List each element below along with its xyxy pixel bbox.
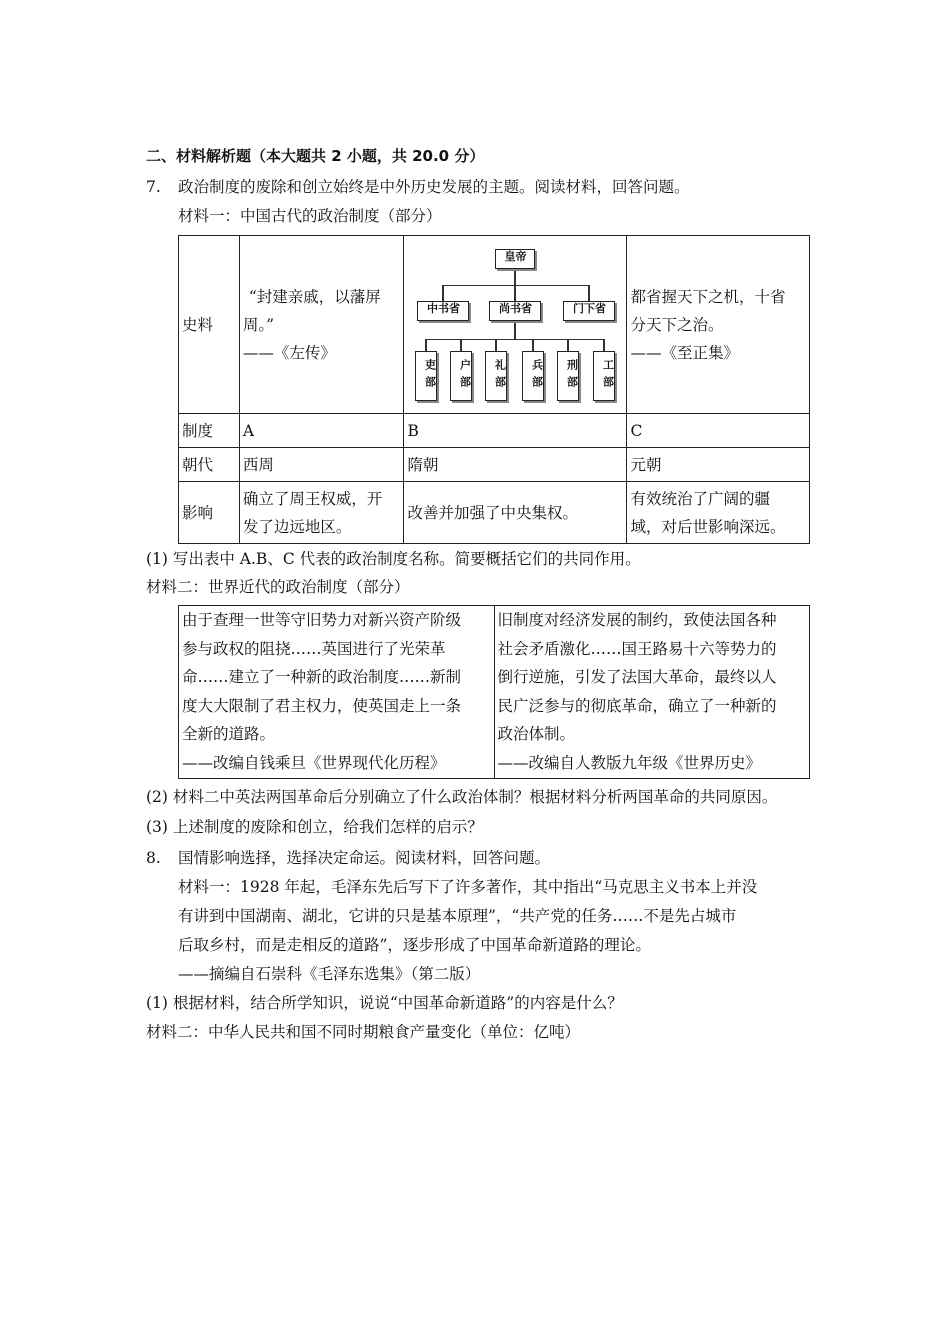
dynasty-western-zhou: 西周: [239, 448, 404, 482]
impact-western-zhou-line1: 确立了周王权威，开: [242, 489, 383, 508]
source-zuozhuan-cell: [239, 236, 404, 414]
source-zhizhengji-cell: [627, 236, 810, 414]
row-label-system: 制度: [179, 414, 240, 448]
zhongshu-sheng-box: 中书省: [417, 301, 469, 321]
ancient-political-systems-table: [178, 235, 810, 544]
england-line-3: 命……建立了一种新的政治制度……新制: [182, 668, 462, 687]
question-8-intro: 国情影响选择，选择决定命运。阅读材料，回答问题。: [178, 849, 551, 867]
impact-yuan-line2: 域，对后世影响深远。: [630, 517, 786, 536]
dynasty-sui: 隋朝: [404, 448, 627, 482]
shangshu-sheng-box: 尚书省: [489, 301, 541, 321]
england-line-4: 度大大限制了君主权力，使英国走上一条: [182, 696, 462, 715]
impact-western-zhou-line2: 发了边远地区。: [242, 517, 352, 536]
ministry-works-box: 工部: [593, 351, 615, 401]
q8-material1-line1: 材料一：1928 年起，毛泽东先后写下了许多著作，其中指出“马克思主义书本上并没: [178, 878, 758, 896]
england-line-1: 由于查理一世等守旧势力对新兴资产阶级: [182, 611, 462, 629]
q8-material1-line2: 有讲到中国湖南、湖北，它讲的只是基本原理”，“共产党的任务……不是先占城市: [178, 907, 737, 925]
system-b: B: [404, 414, 627, 448]
three-departments-six-ministries-diagram: [407, 243, 623, 407]
impact-western-zhou: [239, 482, 404, 544]
england-source: ——改编自钱乘旦《世界现代化历程》: [182, 753, 446, 772]
question-7-part1: (1) 写出表中 A.B、C 代表的政治制度名称。简要概括它们的共同作用。: [146, 550, 641, 568]
q8-material1-line3: 后取乡村，而是走相反的道路”，逐步形成了中国革命新道路的理论。: [178, 936, 651, 954]
system-a: A: [239, 414, 404, 448]
section-title: 二、材料解析题（本大题共 2 小题，共 20.0 分）: [146, 147, 485, 165]
question-7-part3: (3) 上述制度的废除和创立，给我们怎样的启示？: [146, 818, 483, 836]
france-line-3: 倒行逆施，引发了法国大革命，最终以人: [497, 668, 777, 687]
zhizhengji-quote-line2: 分天下之治。: [630, 315, 724, 334]
ministry-rites-box: 礼部: [485, 351, 507, 401]
material-2-title: 材料二：世界近代的政治制度（部分）: [146, 578, 410, 596]
impact-yuan: [627, 482, 810, 544]
dynasty-yuan: 元朝: [627, 448, 810, 482]
zuozhuan-quote-line2: 周。”: [242, 315, 275, 334]
ministry-war-box: 兵部: [522, 351, 544, 401]
ministry-justice-box: 刑部: [557, 351, 579, 401]
france-line-1: 旧制度对经济发展的制约，致使法国各种: [497, 611, 777, 629]
menxia-sheng-box: 门下省: [563, 301, 615, 321]
question-7-number: 7.: [146, 178, 161, 196]
zuozhuan-quote-line1: “封建亲戚，以藩屏: [248, 287, 381, 306]
impact-yuan-line1: 有效统治了广阔的疆: [630, 489, 770, 508]
french-revolution-cell: [494, 606, 810, 779]
zuozhuan-source: ——《左传》: [242, 343, 336, 362]
question-8-part1: (1) 根据材料，结合所学知识，说说“中国革命新道路”的内容是什么？: [146, 994, 623, 1012]
france-line-5: 政治体制。: [497, 725, 576, 744]
material-1-title: 材料一：中国古代的政治制度（部分）: [178, 207, 442, 225]
england-line-5: 全新的道路。: [182, 725, 276, 744]
system-c: C: [627, 414, 810, 448]
row-label-historical-material: 史料: [179, 236, 240, 414]
question-7-part2: (2) 材料二中英法两国革命后分别确立了什么政治体制？根据材料分析两国革命的共同原因。: [146, 788, 778, 806]
emperor-box: 皇帝: [495, 249, 535, 269]
england-line-2: 参与政权的阻挠……英国进行了光荣革: [182, 639, 446, 658]
impact-sui: 改善并加强了中央集权。: [404, 482, 627, 544]
ministry-personnel-box: 吏部: [415, 351, 437, 401]
row-label-impact: 影响: [179, 482, 240, 544]
question-7-intro: 政治制度的废除和创立始终是中外历史发展的主题。阅读材料，回答问题。: [178, 178, 690, 196]
question-8-number: 8.: [146, 849, 161, 867]
zhizhengji-source: ——《至正集》: [630, 343, 739, 362]
modern-political-systems-table: [178, 605, 810, 779]
english-revolution-cell: [179, 606, 495, 779]
france-line-4: 民广泛参与的彻底革命，确立了一种新的: [497, 696, 777, 715]
france-source: ——改编自人教版九年级《世界历史》: [497, 753, 762, 772]
q8-material2-title: 材料二：中华人民共和国不同时期粮食产量变化（单位：亿吨）: [146, 1023, 581, 1041]
three-departments-diagram-cell: [404, 236, 627, 414]
row-label-dynasty: 朝代: [179, 448, 240, 482]
zhizhengji-quote-line1: 都省握天下之机，十省: [630, 287, 786, 306]
france-line-2: 社会矛盾激化……国王路易十六等势力的: [497, 639, 777, 658]
ministry-revenue-box: 户部: [450, 351, 472, 401]
q8-material1-source: ——摘编自石崇科《毛泽东选集》（第二版）: [178, 965, 481, 983]
